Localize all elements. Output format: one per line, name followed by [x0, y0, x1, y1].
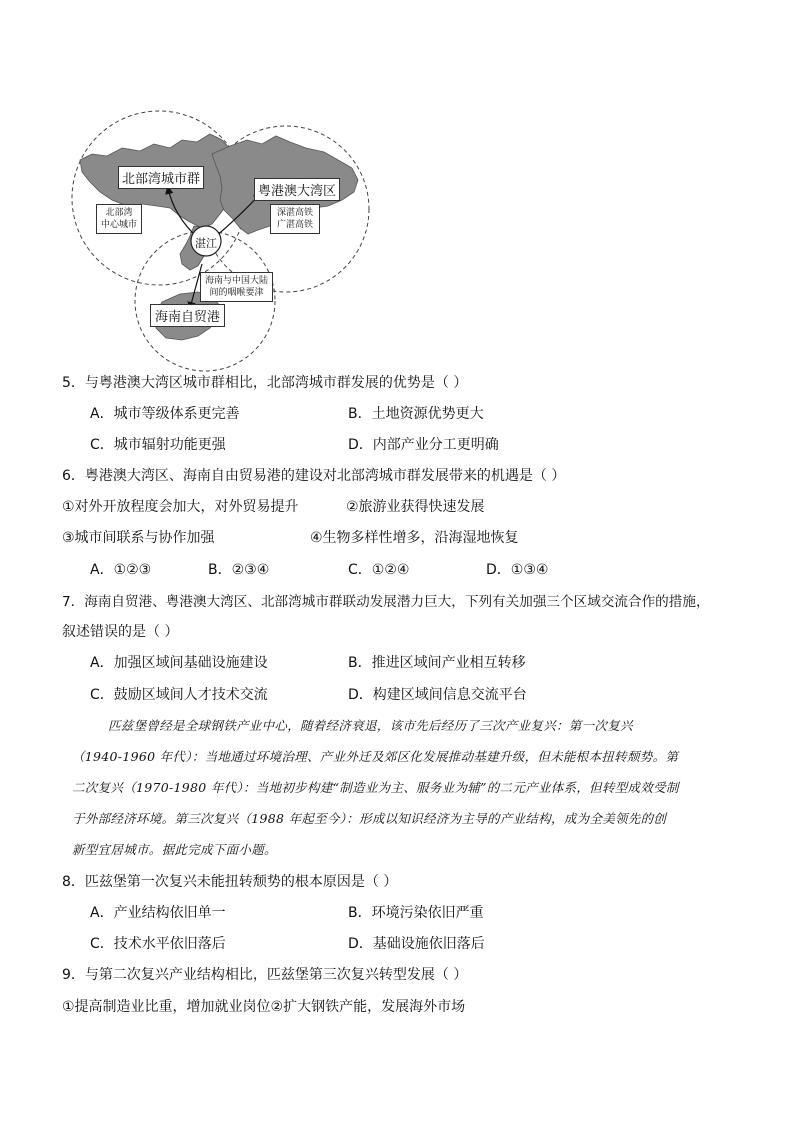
hainan-label: 海南自贸港: [150, 304, 225, 327]
question-6-option-a[interactable]: A．①②③: [90, 562, 152, 578]
high-speed-rail-note: [270, 204, 320, 234]
passage-line: 二次复兴（1970-1980 年代）：当地初步构建“制造业为主、服务业为辅”的二元产业体系，但转型成效受制: [72, 780, 679, 795]
note-line: 北部湾: [105, 208, 133, 218]
passage-line: 新型宜居城市。据此完成下面小题。: [72, 842, 277, 857]
question-8-option-d[interactable]: D．基础设施依旧落后: [348, 936, 485, 952]
question-8-option-a[interactable]: A．产业结构依旧单一: [90, 905, 226, 921]
note-line: 海南与中国大陆: [205, 276, 269, 286]
question-8-option-b[interactable]: B．环境污染依旧严重: [348, 905, 484, 921]
question-6-statement-4: ④生物多样性增多，沿海湿地恢复: [310, 530, 519, 546]
beibuwan-center-note: [96, 204, 142, 234]
question-9-stem: 9．与第二次复兴产业结构相比，匹兹堡第三次复兴转型发展（ ）: [62, 967, 468, 983]
question-5-stem: 5．与粤港澳大湾区城市群相比，北部湾城市群发展的优势是（ ）: [62, 375, 468, 391]
question-6-stem: 6．粤港澳大湾区、海南自由贸易港的建设对北部湾城市群发展带来的机遇是（ ）: [62, 468, 566, 484]
question-6-statement-2: ②旅游业获得快速发展: [346, 499, 485, 515]
question-8-option-c[interactable]: C．技术水平依旧落后: [90, 936, 226, 952]
question-7-option-b[interactable]: B．推进区域间产业相互转移: [348, 655, 526, 671]
question-5-option-c[interactable]: C．城市辐射功能更强: [90, 437, 226, 453]
yuegangao-label: 粤港澳大湾区: [254, 178, 340, 201]
passage-line: 匹兹堡曾经是全球钢铁产业中心，随着经济衰退，该市先后经历了三次产业复兴：第一次复兴: [108, 718, 633, 733]
question-5-option-b[interactable]: B．土地资源优势更大: [348, 406, 484, 422]
question-6-option-b[interactable]: B．②③④: [208, 562, 270, 578]
note-line: 深湛高铁: [277, 208, 314, 218]
question-7-stem-line-1: 7．海南自贸港、粤港澳大湾区、北部湾城市群联动发展潜力巨大，下列有关加强三个区域交流合作的措施，: [62, 594, 710, 610]
question-7-option-d[interactable]: D．构建区域间信息交流平台: [348, 687, 527, 703]
passage-line: 于外部经济环境。第三次复兴（1988 年起至今）：形成以知识经济为主导的产业结构，成为全美领先的创: [72, 811, 667, 826]
beibuwan-label: 北部湾城市群: [118, 166, 204, 189]
region-map-drawing: [62, 96, 382, 376]
question-7-option-c[interactable]: C．鼓励区域间人才技术交流: [90, 687, 268, 703]
question-5-option-d[interactable]: D．内部产业分工更明确: [348, 437, 499, 453]
question-8-stem: 8．匹兹堡第一次复兴未能扭转颓势的根本原因是（ ）: [62, 874, 398, 890]
passage-line: （1940-1960 年代）：当地通过环境治理、产业外迁及郊区化发展推动基建升级，但未能根本扭转颓势。第: [72, 749, 679, 764]
question-6-statement-1: ①对外开放程度会加大，对外贸易提升: [62, 499, 299, 515]
question-5-option-a[interactable]: A．城市等级体系更完善: [90, 406, 240, 422]
question-6-option-c[interactable]: C．①②④: [348, 562, 410, 578]
note-line: 间的咽喉要津: [209, 288, 264, 298]
region-map-figure: [62, 96, 382, 376]
hainan-gateway-note: [200, 272, 273, 302]
note-line: 中心城市: [101, 220, 138, 230]
question-6-statement-3: ③城市间联系与协作加强: [62, 530, 215, 546]
question-7-stem-line-2: 叙述错误的是（ ）: [62, 624, 179, 640]
question-7-option-a[interactable]: A．加强区域间基础设施建设: [90, 655, 268, 671]
note-line: 广湛高铁: [277, 220, 314, 230]
question-6-option-d[interactable]: D．①③④: [486, 562, 549, 578]
question-9-statements-1-2: ①提高制造业比重，增加就业岗位②扩大钢铁产能，发展海外市场: [62, 999, 466, 1015]
zhanjiang-label: 湛江: [195, 237, 217, 250]
